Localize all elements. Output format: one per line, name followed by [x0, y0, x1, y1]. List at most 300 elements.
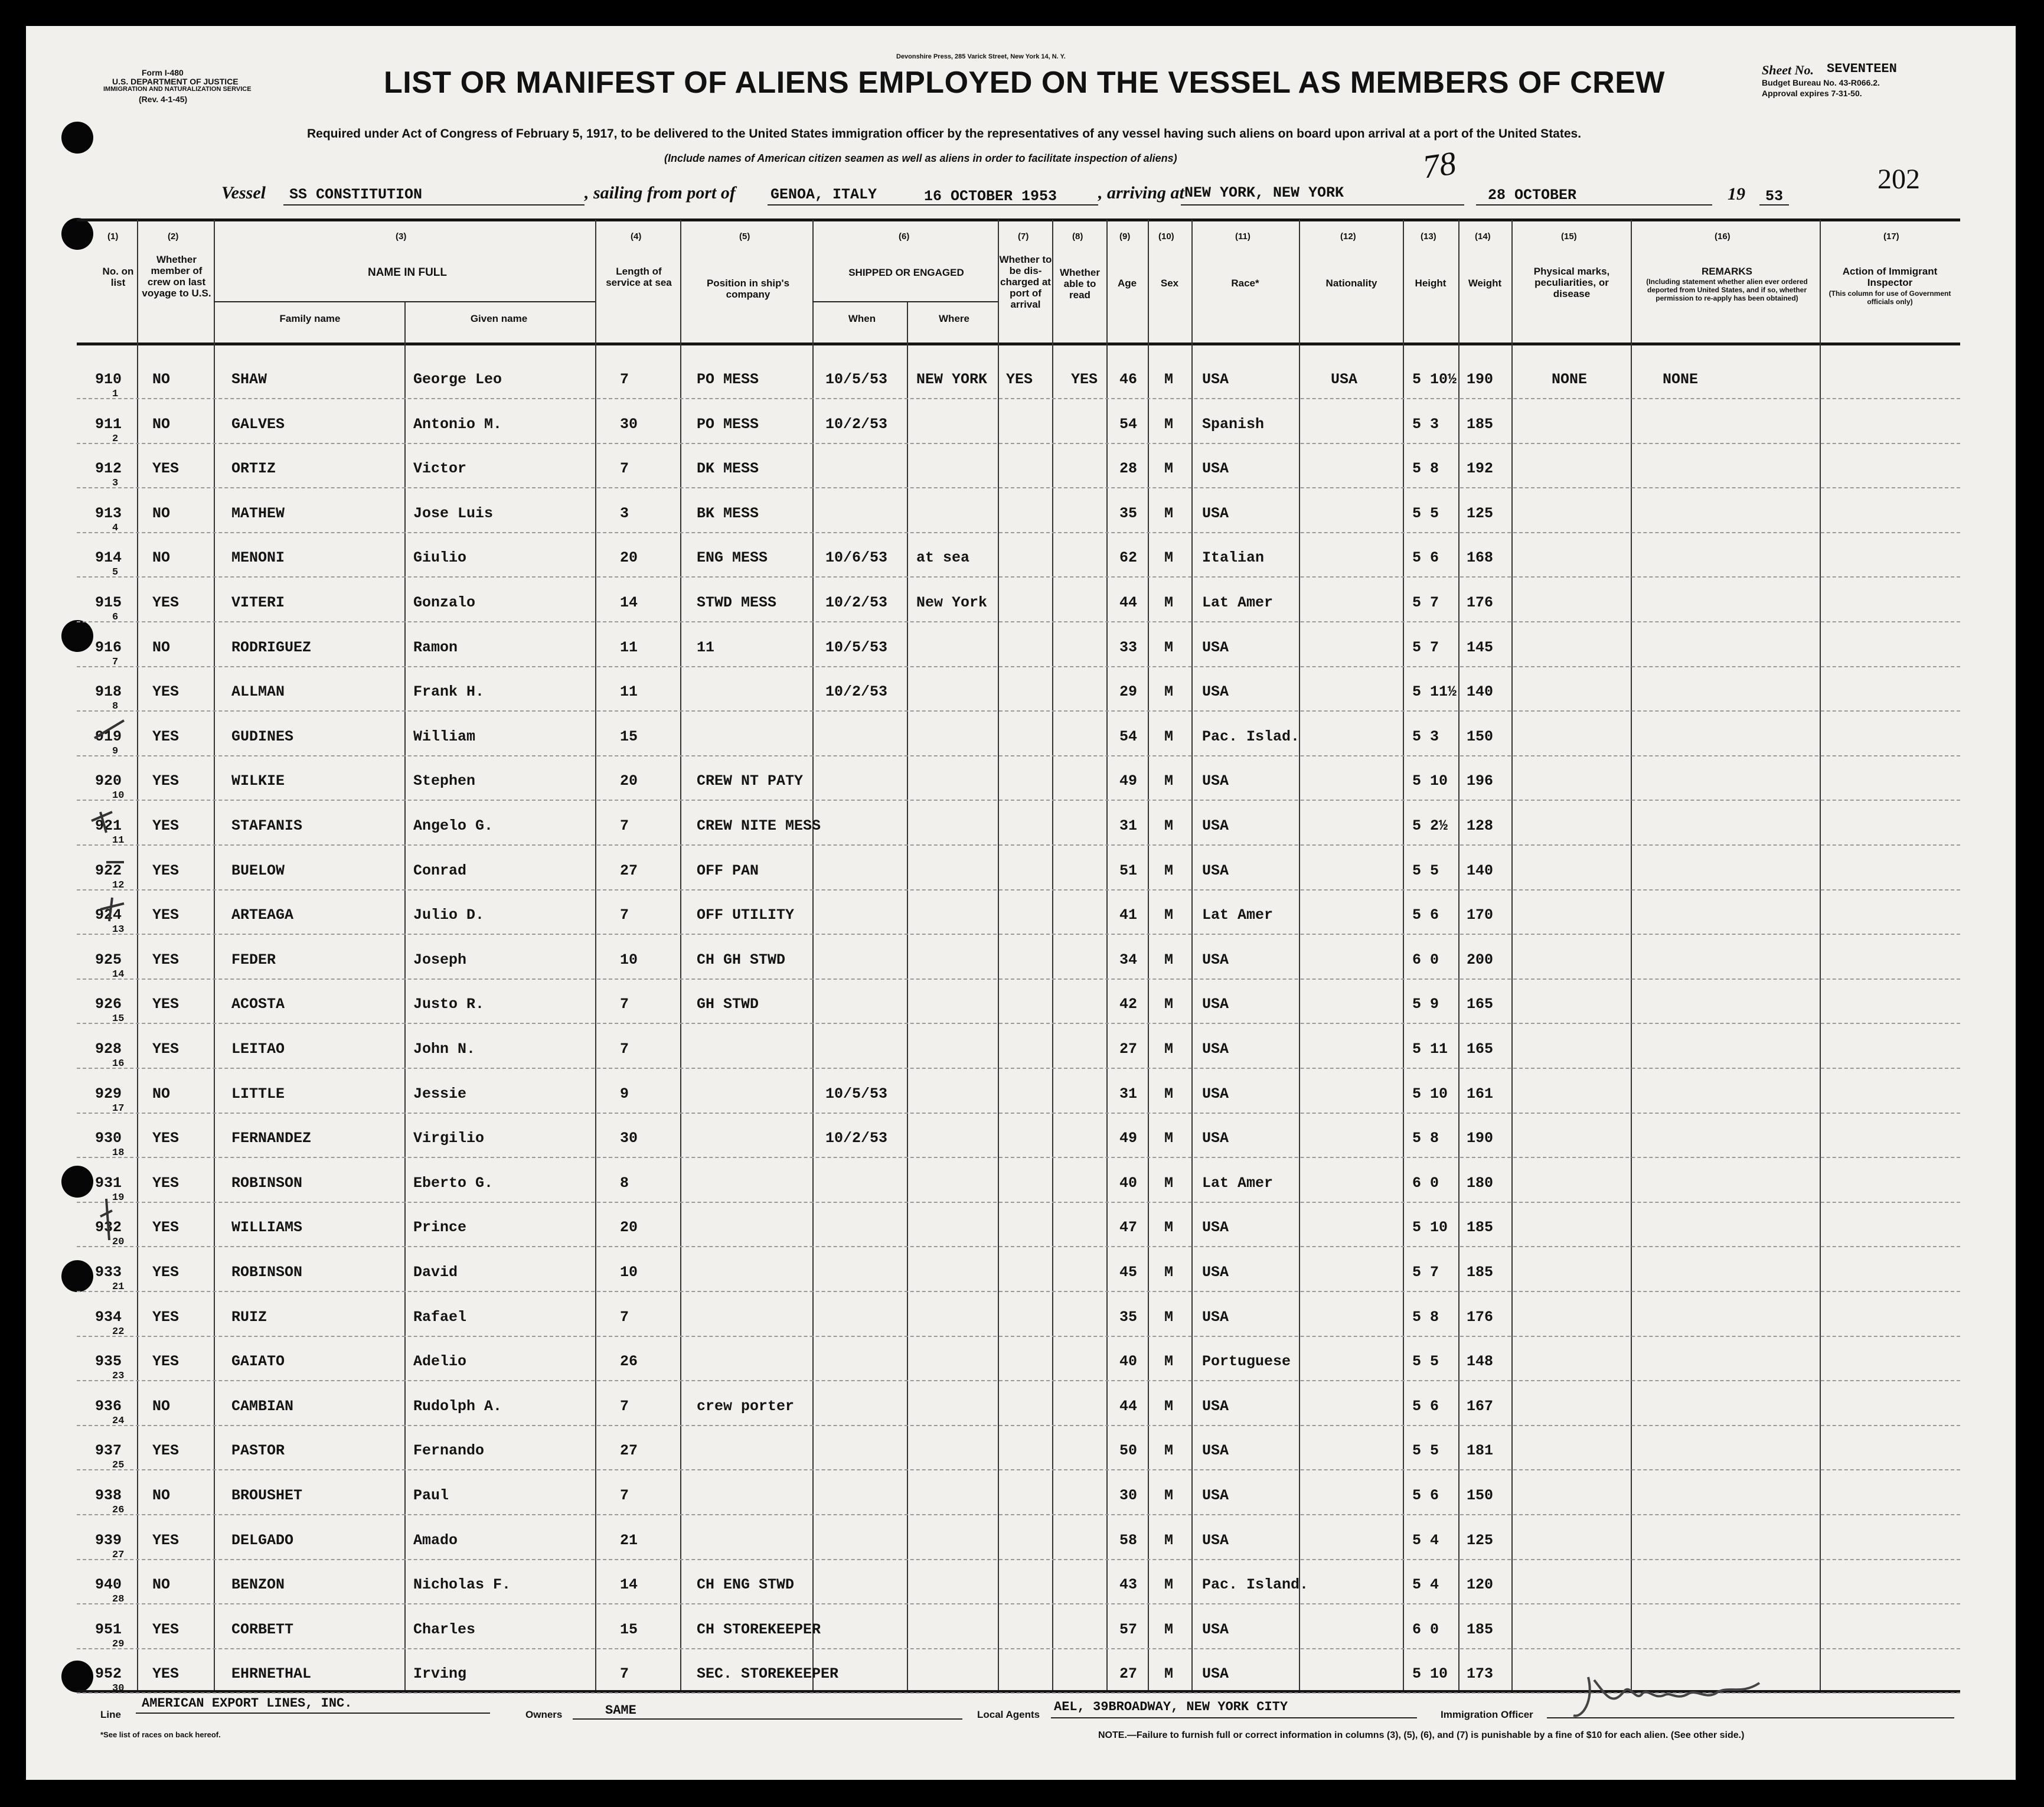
cell-position: CH STOREKEEPER — [697, 1620, 821, 1638]
cell-weight: 125 — [1467, 1531, 1494, 1549]
col-header-physical: Physical marks, peculiarities, or disease — [1533, 266, 1610, 299]
cell-position: CREW NITE MESS — [697, 817, 821, 834]
cell-family: ROBINSON — [231, 1174, 303, 1192]
row-divider — [77, 1469, 1960, 1470]
cell-sex: M — [1164, 415, 1174, 433]
cell-weight: 185 — [1467, 415, 1494, 433]
page-title: LIST OR MANIFEST OF ALIENS EMPLOYED ON THE VESSEL AS MEMBERS OF CREW — [384, 66, 1665, 100]
cell-age: 31 — [1119, 817, 1138, 834]
cell-service: 7 — [620, 996, 629, 1013]
cell-last-voyage: NO — [152, 1397, 171, 1415]
cell-sex: M — [1164, 728, 1174, 745]
cell-no: 940 — [94, 1576, 122, 1594]
service: IMMIGRATION AND NATURALIZATION SERVICE — [103, 86, 252, 93]
cell-race: USA — [1202, 1219, 1229, 1237]
cell-height: 5 5 — [1412, 504, 1439, 522]
cell-given: Angelo G. — [413, 817, 494, 834]
cell-last-voyage: YES — [152, 1665, 179, 1683]
row-divider — [77, 1425, 1960, 1426]
cell-last-voyage: NO — [152, 638, 171, 656]
cell-weight: 200 — [1467, 951, 1494, 968]
col-header-where: Where — [939, 313, 969, 324]
cell-sex: M — [1164, 1130, 1174, 1147]
cell-family: MENONI — [231, 549, 285, 567]
cell-last-voyage: YES — [152, 996, 179, 1013]
cell-line-number: 14 — [112, 968, 125, 980]
row-divider — [77, 1336, 1960, 1337]
col-header-weight: Weight — [1468, 278, 1502, 289]
cell-line-number: 2 — [112, 433, 119, 445]
cell-last-voyage: YES — [152, 862, 179, 879]
cell-sex: M — [1164, 683, 1174, 701]
cell-where: NEW YORK — [916, 371, 988, 388]
col-num-2: (2) — [168, 231, 179, 242]
cell-race: USA — [1202, 772, 1229, 790]
cell-weight: 140 — [1467, 862, 1494, 879]
col-num-14: (14) — [1475, 231, 1491, 242]
cell-sex: M — [1164, 996, 1174, 1013]
cell-no: 914 — [94, 549, 122, 567]
cell-line-number: 19 — [112, 1192, 125, 1203]
cell-last-voyage: YES — [152, 951, 179, 968]
cell-race: Spanish — [1202, 415, 1265, 433]
col-header-given: Given name — [470, 313, 528, 324]
cell-line-number: 12 — [112, 879, 125, 891]
budget-bureau: Budget Bureau No. 43-R066.2. — [1762, 78, 1880, 87]
cell-age: 33 — [1119, 638, 1138, 656]
cell-weight: 145 — [1467, 638, 1494, 656]
cell-weight: 120 — [1467, 1576, 1494, 1594]
cell-when: 10/2/53 — [825, 594, 888, 611]
cell-family: BENZON — [231, 1576, 285, 1594]
owners-value: SAME — [605, 1703, 636, 1718]
cell-service: 30 — [620, 415, 638, 433]
col-header-read: Whether able to read — [1060, 267, 1100, 301]
cell-line-number: 11 — [112, 835, 125, 846]
cell-service: 15 — [620, 728, 638, 745]
cell-no: 938 — [94, 1487, 122, 1504]
cell-sex: M — [1164, 1576, 1174, 1594]
cell-family: WILLIAMS — [231, 1219, 303, 1237]
cell-position: BK MESS — [697, 504, 759, 522]
cell-service: 30 — [620, 1130, 638, 1147]
cell-height: 5 10 — [1412, 772, 1448, 790]
col-num-12: (12) — [1340, 231, 1356, 242]
cell-race: USA — [1202, 1665, 1229, 1683]
cell-age: 49 — [1119, 772, 1138, 790]
cell-age: 31 — [1119, 1085, 1138, 1103]
row-divider — [77, 666, 1960, 667]
cell-position: ENG MESS — [697, 549, 768, 567]
cell-sex: M — [1164, 638, 1174, 656]
cell-family: DELGADO — [231, 1531, 294, 1549]
cell-service: 7 — [620, 906, 629, 924]
cell-given: Ramon — [413, 638, 458, 656]
race-note: *See list of races on back hereof. — [100, 1730, 221, 1739]
cell-age: 35 — [1119, 1308, 1138, 1326]
cell-age: 40 — [1119, 1174, 1138, 1192]
cell-position: OFF UTILITY — [697, 906, 795, 924]
cell-line-number: 21 — [112, 1281, 125, 1293]
cell-no: 918 — [94, 683, 122, 701]
col-num-8: (8) — [1072, 231, 1083, 242]
cell-family: GAIATO — [231, 1353, 285, 1371]
col-header-name: NAME IN FULL — [367, 266, 448, 279]
cell-family: PASTOR — [231, 1442, 285, 1460]
cell-no: 915 — [94, 594, 122, 611]
row-divider — [77, 1068, 1960, 1069]
officer-signature — [1570, 1659, 1771, 1724]
cell-last-voyage: NO — [152, 415, 171, 433]
row-divider — [77, 576, 1960, 578]
sheet-label: Sheet No. — [1762, 63, 1814, 77]
cell-age: 58 — [1119, 1531, 1138, 1549]
cell-service: 20 — [620, 549, 638, 567]
cell-no: 939 — [94, 1531, 122, 1549]
cell-no: 931 — [94, 1174, 122, 1192]
cell-sex: M — [1164, 1308, 1174, 1326]
cell-given: Jose Luis — [413, 504, 494, 522]
row-divider — [77, 1023, 1960, 1024]
cell-sex: M — [1164, 1219, 1174, 1237]
cell-race: USA — [1202, 1041, 1229, 1058]
cell-race: Italian — [1202, 549, 1265, 567]
cell-sex: M — [1164, 817, 1174, 834]
col-header-height: Height — [1415, 278, 1447, 289]
agents-label: Local Agents — [977, 1709, 1040, 1720]
cell-weight: 167 — [1467, 1397, 1494, 1415]
col-num-5: (5) — [739, 231, 750, 242]
cell-race: USA — [1202, 683, 1229, 701]
cell-sex: M — [1164, 906, 1174, 924]
cell-sex: M — [1164, 460, 1174, 478]
cell-service: 9 — [620, 1085, 629, 1103]
cell-marks: NONE — [1552, 371, 1588, 388]
cell-service: 7 — [620, 1487, 629, 1504]
cell-line-number: 15 — [112, 1013, 125, 1025]
cell-family: ALLMAN — [231, 683, 285, 701]
cell-age: 35 — [1119, 504, 1138, 522]
cell-age: 43 — [1119, 1576, 1138, 1594]
col-header-family: Family name — [279, 313, 341, 324]
cell-height: 5 5 — [1412, 862, 1439, 879]
col-num-16: (16) — [1715, 231, 1730, 242]
cell-race: Portuguese — [1202, 1353, 1291, 1371]
binder-hole — [61, 1661, 93, 1692]
row-divider — [77, 978, 1960, 980]
cell-sex: M — [1164, 1174, 1174, 1192]
cell-last-voyage: YES — [152, 1219, 179, 1237]
cell-when: 10/2/53 — [825, 415, 888, 433]
cell-line-number: 17 — [112, 1103, 125, 1114]
col-header-remarks-note: (Including statement whether alien ever ordered deported from United States, and if so, whether permission to re-apply has been obtained) — [1646, 278, 1808, 302]
cell-height: 5 11½ — [1412, 683, 1457, 701]
cell-height: 5 6 — [1412, 1487, 1439, 1504]
cell-weight: 168 — [1467, 549, 1494, 567]
cell-last-voyage: NO — [152, 371, 171, 388]
cell-given: Virgilio — [413, 1130, 485, 1147]
cell-sex: M — [1164, 504, 1174, 522]
row-divider — [77, 532, 1960, 533]
cell-given: David — [413, 1264, 458, 1281]
cell-when: 10/5/53 — [825, 371, 888, 388]
cell-race: Lat Amer — [1202, 594, 1274, 611]
cell-given: Justo R. — [413, 996, 485, 1013]
cell-height: 5 10 — [1412, 1085, 1448, 1103]
cell-given: Gonzalo — [413, 594, 476, 611]
cell-service: 11 — [620, 638, 638, 656]
cell-race: USA — [1202, 638, 1229, 656]
line-label: Line — [100, 1709, 121, 1720]
cell-no: 916 — [94, 638, 122, 656]
cell-where: at sea — [916, 549, 970, 567]
margin-marks — [89, 709, 136, 1535]
cell-family: MATHEW — [231, 504, 285, 522]
cell-family: RUIZ — [231, 1308, 267, 1326]
cell-no: 924 — [94, 906, 122, 924]
cell-race: USA — [1202, 371, 1229, 388]
col-num-15: (15) — [1561, 231, 1577, 242]
cell-race: USA — [1202, 1442, 1229, 1460]
cell-no: 912 — [94, 460, 122, 478]
col-header-shipped: SHIPPED OR ENGAGED — [848, 267, 964, 278]
cell-height: 5 2½ — [1412, 817, 1448, 834]
cell-weight: 165 — [1467, 996, 1494, 1013]
row-divider — [77, 487, 1960, 488]
cell-last-voyage: NO — [152, 504, 171, 522]
col-header-service: Length of service at sea — [606, 266, 672, 288]
department: U.S. DEPARTMENT OF JUSTICE — [112, 77, 239, 86]
cell-line-number: 25 — [112, 1460, 125, 1472]
cell-position: GH STWD — [697, 996, 759, 1013]
cell-line-number: 28 — [112, 1594, 125, 1606]
cell-sex: M — [1164, 1487, 1174, 1504]
cell-family: STAFANIS — [231, 817, 303, 834]
cell-family: SHAW — [231, 371, 267, 388]
binder-hole — [61, 218, 93, 250]
cell-age: 57 — [1119, 1620, 1138, 1638]
cell-race: USA — [1202, 1085, 1229, 1103]
row-divider — [77, 1380, 1960, 1381]
cell-last-voyage: YES — [152, 1620, 179, 1638]
cell-no: 935 — [94, 1353, 122, 1371]
cell-race: USA — [1202, 1620, 1229, 1638]
cell-line-number: 20 — [112, 1237, 125, 1248]
cell-no: 929 — [94, 1085, 122, 1103]
vessel-label: Vessel — [221, 183, 266, 203]
cell-race: Pac. Island. — [1202, 1576, 1309, 1594]
cell-height: 5 4 — [1412, 1576, 1439, 1594]
cell-given: Antonio M. — [413, 415, 502, 433]
cell-last-voyage: YES — [152, 460, 179, 478]
cell-given: Eberto G. — [413, 1174, 494, 1192]
cell-height: 6 0 — [1412, 1620, 1439, 1638]
cell-family: VITERI — [231, 594, 285, 611]
cell-weight: 185 — [1467, 1219, 1494, 1237]
cell-given: Joseph — [413, 951, 467, 968]
row-divider — [77, 710, 1960, 712]
cell-line-number: 27 — [112, 1549, 125, 1561]
cell-race: USA — [1202, 1397, 1229, 1415]
cell-position: OFF PAN — [697, 862, 759, 879]
cell-given: Irving — [413, 1665, 467, 1683]
cell-no: 926 — [94, 996, 122, 1013]
col-num-7: (7) — [1018, 231, 1029, 242]
cell-family: GUDINES — [231, 728, 294, 745]
sailing-port: GENOA, ITALY — [770, 186, 877, 203]
cell-given: Jessie — [413, 1085, 467, 1103]
row-divider — [77, 1648, 1960, 1649]
cell-height: 5 6 — [1412, 906, 1439, 924]
cell-given: Rafael — [413, 1308, 467, 1326]
cell-last-voyage: YES — [152, 1531, 179, 1549]
cell-weight: 128 — [1467, 817, 1494, 834]
cell-service: 7 — [620, 1308, 629, 1326]
cell-when: 10/2/53 — [825, 683, 888, 701]
cell-line-number: 6 — [112, 612, 119, 623]
cell-service: 27 — [620, 862, 638, 879]
cell-sex: M — [1164, 1397, 1174, 1415]
cell-no: 911 — [94, 415, 122, 433]
cell-age: 30 — [1119, 1487, 1138, 1504]
cell-sex: M — [1164, 1264, 1174, 1281]
row-divider — [77, 800, 1960, 801]
cell-service: 7 — [620, 1397, 629, 1415]
cell-age: 40 — [1119, 1353, 1138, 1371]
line-value: AMERICAN EXPORT LINES, INC. — [142, 1696, 352, 1711]
cell-no: 925 — [94, 951, 122, 968]
col-header-action: Action of Immigrant Inspector — [1842, 266, 1938, 288]
cell-weight: 180 — [1467, 1174, 1494, 1192]
cell-no: 936 — [94, 1397, 122, 1415]
form-number: Form I-480 — [142, 68, 184, 77]
cell-sex: M — [1164, 1620, 1174, 1638]
cell-given: Conrad — [413, 862, 467, 879]
row-divider — [77, 1514, 1960, 1515]
cell-height: 5 8 — [1412, 460, 1439, 478]
row-divider — [77, 844, 1960, 846]
cell-no: 919 — [94, 728, 122, 745]
cell-height: 5 3 — [1412, 728, 1439, 745]
cell-age: 42 — [1119, 996, 1138, 1013]
cell-line-number: 5 — [112, 567, 119, 579]
cell-weight: 176 — [1467, 1308, 1494, 1326]
cell-last-voyage: YES — [152, 1353, 179, 1371]
cell-race: USA — [1202, 817, 1229, 834]
cell-given: Charles — [413, 1620, 476, 1638]
cell-no: 913 — [94, 504, 122, 522]
cell-height: 5 10 — [1412, 1219, 1448, 1237]
cell-family: EHRNETHAL — [231, 1665, 312, 1683]
cell-height: 5 5 — [1412, 1442, 1439, 1460]
cell-service: 14 — [620, 594, 638, 611]
col-num-17: (17) — [1883, 231, 1899, 242]
cell-last-voyage: YES — [152, 1041, 179, 1058]
cell-family: WILKIE — [231, 772, 285, 790]
cell-line-number: 13 — [112, 924, 125, 936]
cell-given: Frank H. — [413, 683, 485, 701]
cell-service: 8 — [620, 1174, 629, 1192]
cell-service: 7 — [620, 1665, 629, 1683]
cell-when: 10/5/53 — [825, 1085, 888, 1103]
cell-given: George Leo — [413, 371, 502, 388]
cell-read: YES — [1071, 371, 1098, 388]
cell-service: 7 — [620, 817, 629, 834]
cell-line-number: 26 — [112, 1505, 125, 1516]
col-header-nationality: Nationality — [1325, 278, 1377, 289]
cell-service: 7 — [620, 1041, 629, 1058]
cell-age: 62 — [1119, 549, 1138, 567]
cell-sex: M — [1164, 1085, 1174, 1103]
col-header-action-note: (This column for use of Government officials only) — [1829, 289, 1951, 306]
row-divider — [77, 1246, 1960, 1247]
col-header-discharged: Whether to be dis-charged at port of arrival — [999, 254, 1052, 310]
cell-weight: 150 — [1467, 1487, 1494, 1504]
cell-last-voyage: YES — [152, 1174, 179, 1192]
cell-last-voyage: YES — [152, 683, 179, 701]
cell-position: DK MESS — [697, 460, 759, 478]
cell-race: USA — [1202, 862, 1229, 879]
cell-weight: 170 — [1467, 906, 1494, 924]
cell-family: CORBETT — [231, 1620, 294, 1638]
cell-service: 26 — [620, 1353, 638, 1371]
col-num-11: (11) — [1235, 231, 1250, 242]
cell-given: John N. — [413, 1041, 476, 1058]
cell-service: 27 — [620, 1442, 638, 1460]
row-divider — [77, 934, 1960, 935]
cell-age: 27 — [1119, 1665, 1138, 1683]
cell-weight: 192 — [1467, 460, 1494, 478]
cell-sex: M — [1164, 549, 1174, 567]
sailing-label: , sailing from port of — [585, 183, 736, 203]
binder-hole — [61, 122, 93, 154]
cell-family: RODRIGUEZ — [231, 638, 312, 656]
cell-position: PO MESS — [697, 415, 759, 433]
cell-age: 41 — [1119, 906, 1138, 924]
cell-weight: 165 — [1467, 1041, 1494, 1058]
cell-height: 5 7 — [1412, 638, 1439, 656]
cell-service: 20 — [620, 1219, 638, 1237]
cell-service: 21 — [620, 1531, 638, 1549]
cell-service: 3 — [620, 504, 629, 522]
cell-height: 5 3 — [1412, 415, 1439, 433]
cell-race: USA — [1202, 1531, 1229, 1549]
cell-weight: 185 — [1467, 1264, 1494, 1281]
cell-given: Nicholas F. — [413, 1576, 511, 1594]
col-num-4: (4) — [631, 231, 642, 242]
cell-line-number: 29 — [112, 1638, 125, 1650]
printer-line: Devonshire Press, 285 Varick Street, New York 14, N. Y. — [896, 53, 1066, 60]
cell-race: USA — [1202, 460, 1229, 478]
cell-given: Victor — [413, 460, 467, 478]
page-number: 202 — [1878, 164, 1920, 195]
year-prefix: 19 — [1728, 184, 1745, 204]
cell-line-number: 9 — [112, 745, 119, 757]
penalty-note: NOTE.—Failure to furnish full or correct information in columns (3), (5), (6), and (7) is punishable by a fine of $10 for each alien. (See other side.) — [1098, 1730, 1745, 1740]
vessel-name: SS CONSTITUTION — [289, 186, 423, 203]
cell-age: 29 — [1119, 683, 1138, 701]
cell-family: BROUSHET — [231, 1487, 303, 1504]
cell-line-number: 30 — [112, 1683, 125, 1695]
cell-sex: M — [1164, 1531, 1174, 1549]
cell-sex: M — [1164, 371, 1174, 388]
cell-family: GALVES — [231, 415, 285, 433]
cell-height: 5 5 — [1412, 1353, 1439, 1371]
cell-no: 932 — [94, 1219, 122, 1237]
col-header-last-voyage: Whether member of crew on last voyage to U.S. — [142, 254, 211, 299]
row-divider — [77, 1603, 1960, 1604]
col-num-3: (3) — [396, 231, 407, 242]
